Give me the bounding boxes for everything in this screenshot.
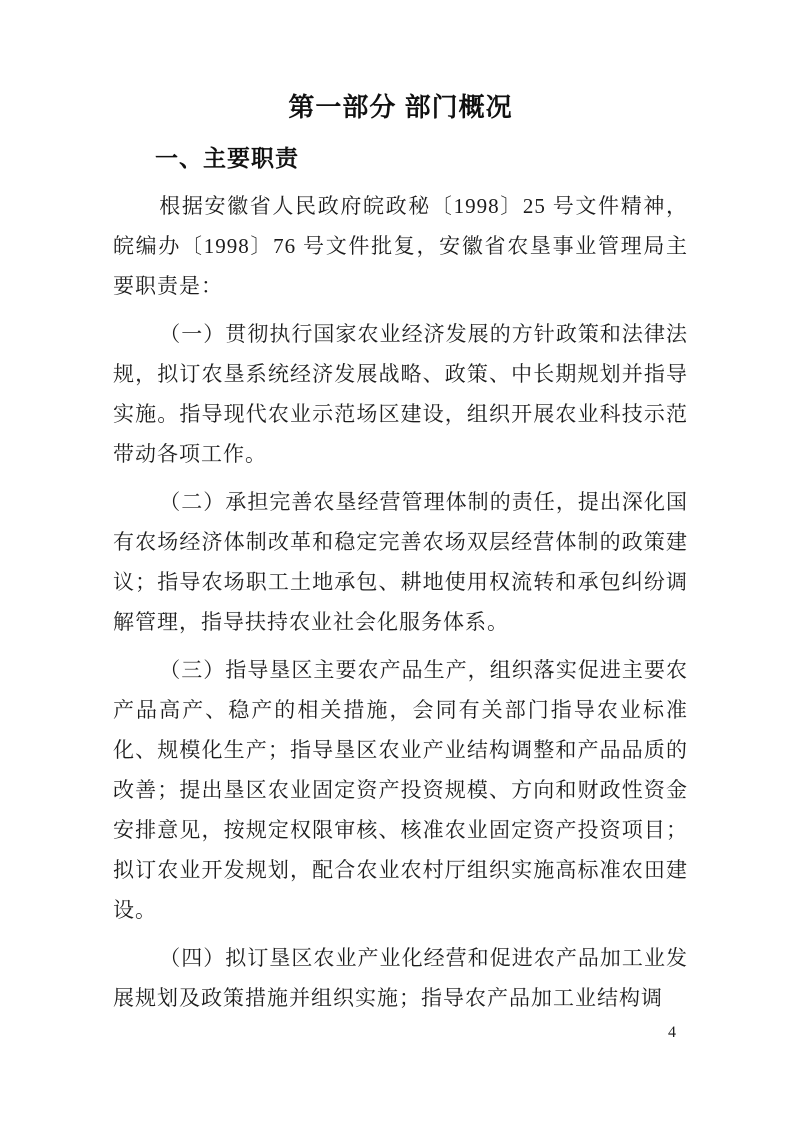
paragraph-duty-4: （四）拟订垦区农业产业化经营和促进农产品加工业发展规划及政策措施并组织实施；指导农产品加工业结构调	[113, 946, 688, 1010]
section-heading: 一、主要职责	[155, 145, 299, 171]
paragraph-duty-2: （二）承担完善农垦经营管理体制的责任，提出深化国有农场经济体制改革和稳定完善农场双层经营体制的政策建议；指导农场职工土地承包、耕地使用权流转和承包纠纷调解管理，指导扶持农业社会化服务体系。	[113, 490, 688, 634]
page-title: 第一部分 部门概况	[288, 92, 513, 122]
paragraph-duty-3: （三）指导垦区主要农产品生产，组织落实促进主要农产品高产、稳产的相关措施，会同有关部门指导农业标准化、规模化生产；指导垦区农业产业结构调整和产品品质的改善；提出垦区农业固定资产投资规模、方向和财政性资金安排意见，按规定权限审核、核准农业固定资产投资项目；拟订农业开发规划，配合农业农村厅组织实施高标准农田建设。	[113, 658, 688, 922]
paragraph-duty-1: （一）贯彻执行国家农业经济发展的方针政策和法律法规，拟订农垦系统经济发展战略、政策、中长期规划并指导实施。指导现代农业示范场区建设，组织开展农业科技示范带动各项工作。	[113, 322, 688, 466]
paragraph-intro: 根据安徽省人民政府皖政秘〔1998〕25 号文件精神，皖编办〔1998〕76 号文件批复，安徽省农垦事业管理局主要职责是：	[113, 194, 688, 298]
page-number: 4	[668, 1024, 676, 1041]
